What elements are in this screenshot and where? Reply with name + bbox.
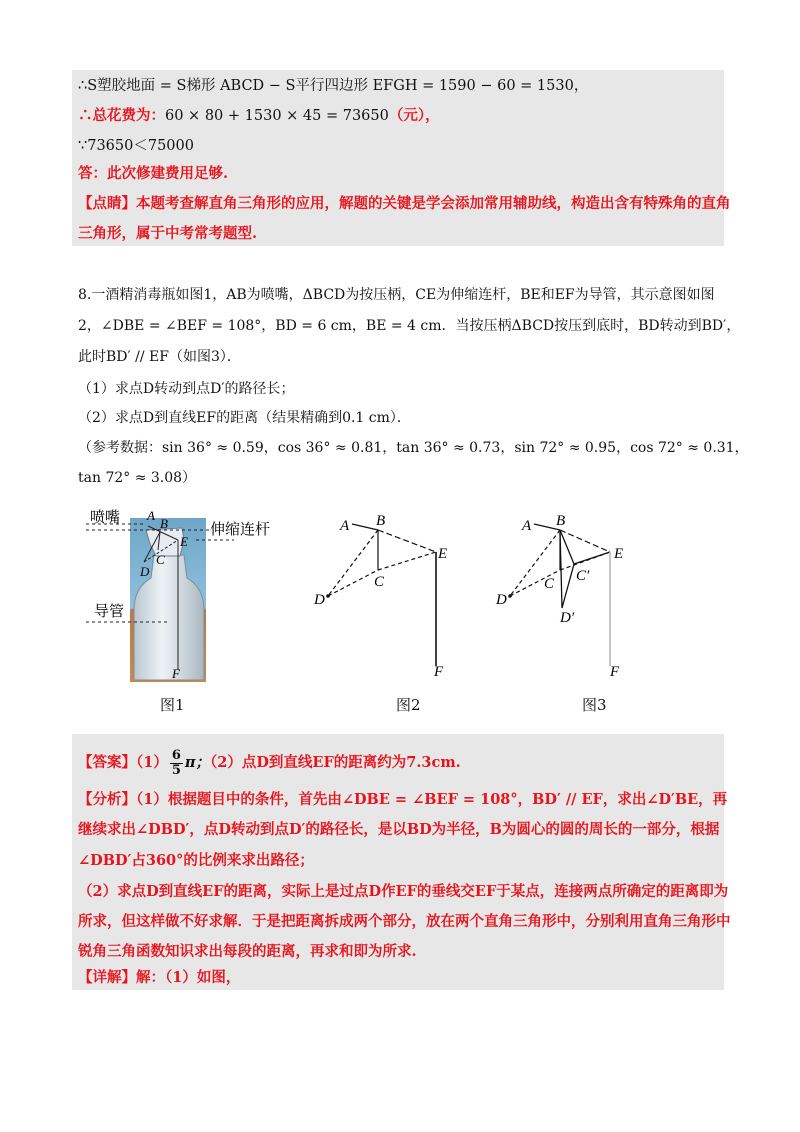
answer-prefix: 【答案】（1） <box>78 754 168 771</box>
question-line: 2，∠DBE = ∠BEF = 108°，BD = 6 cm，BE = 4 cm．当按压柄ΔBCD按压到底时，BD转动到BD′， <box>78 318 741 334</box>
answer-line <box>78 744 461 782</box>
label-nozzle: 喷嘴 <box>90 510 121 526</box>
detail-line: 【详解】解：（1）如图， <box>78 969 241 986</box>
label-A: A <box>522 518 532 534</box>
figure-1-caption: 图1 <box>160 696 185 714</box>
text-line <box>78 106 440 126</box>
analysis-line: （2）求点D到直线EF的距离，实际上是过点D作EF的垂线交EF于某点，连接两点所确定的距离即为 <box>78 883 729 900</box>
label-D: D <box>496 592 507 608</box>
label-E: E <box>180 534 188 549</box>
analysis-line: 继续求出∠DBD′，点D转动到点D′的路径长，是以BD为半径，B为圆心的圆的周长的一部分，根据 <box>78 821 720 838</box>
fraction-denominator: 5 <box>171 762 181 778</box>
solution-block-top <box>72 70 724 246</box>
question-line: （参考数据：sin 36° ≈ 0.59，cos 36° ≈ 0.81，tan 36° ≈ 0.73，sin 72° ≈ 0.95，cos 72° ≈ 0.31， <box>78 440 749 456</box>
math: 60 × 80 + 1530 × 45 = 73650 <box>165 108 389 124</box>
label-B: B <box>376 513 386 529</box>
unit: （元）， <box>388 107 440 124</box>
label-F: F <box>610 664 620 680</box>
label-A: A <box>340 518 350 534</box>
answer-rest: （2）点D到直线EF的距离约为7.3cm. <box>210 754 461 771</box>
label-F: F <box>172 666 180 681</box>
label-rod: 伸缩连杆 <box>210 522 271 538</box>
remark-line: 【点睛】本题考查解直角三角形的应用，解题的关键是学会添加常用辅助线，构造出含有特殊角的直角 <box>78 195 731 212</box>
label-D-prime: D′ <box>560 610 575 626</box>
remark-line: 三角形，属于中考常考题型. <box>78 225 258 242</box>
question-line: 此时BD′ // EF（如图3）． <box>78 349 241 365</box>
label-C: C <box>544 576 555 592</box>
answer-fraction <box>170 749 183 778</box>
figure-3 <box>492 508 652 688</box>
label-E: E <box>614 546 624 562</box>
figure-2 <box>310 508 470 688</box>
label-E: E <box>438 546 448 562</box>
figure-3-caption: 图3 <box>582 696 607 714</box>
question-line: （2）求点D到直线EF的距离（结果精确到0.1 cm）． <box>78 410 411 426</box>
text-line: ∵73650＜75000 <box>78 138 194 154</box>
question-line: （1）求点D转动到点D′的路径长； <box>78 381 295 397</box>
label-C-prime: C′ <box>576 568 590 584</box>
label-D: D <box>140 564 150 579</box>
analysis-line: 【分析】（1）根据题目中的条件，首先由∠DBE = ∠BEF = 108°，BD′ // EF，求出∠D′BE，再 <box>78 791 728 808</box>
figure-2-caption: 图2 <box>396 696 421 714</box>
answer-pi: π； <box>184 754 211 771</box>
label-B: B <box>556 513 566 529</box>
text-line: ∴S塑胶地面 = S梯形 ABCD − S平行四边形 EFGH = 1590 − 60 = 1530， <box>78 78 589 94</box>
label-F: F <box>434 664 444 680</box>
label-tube: 导管 <box>94 604 125 620</box>
analysis-line: 锐角三角函数知识求出每段的距离，再求和即为所求. <box>78 943 417 960</box>
label-B: B <box>160 516 168 531</box>
question-line: tan 72° ≈ 3.08） <box>78 470 197 486</box>
label-A: A <box>147 508 155 523</box>
analysis-line: ∠DBD′占360°的比例来求出路径； <box>78 852 314 869</box>
figure-1 <box>84 500 284 690</box>
answer-line: 答：此次修建费用足够. <box>78 165 229 182</box>
question-line: 8.一酒精消毒瓶如图1，AB为喷嘴，ΔBCD为按压柄，CE为伸缩连杆，BE和EF为导管，其示意图如图 <box>78 287 715 303</box>
label: ∴总花费为： <box>78 107 165 124</box>
label-D: D <box>314 592 325 608</box>
label-C: C <box>374 574 385 590</box>
fraction-numerator: 6 <box>171 747 181 763</box>
analysis-line: 所求，但这样做不好求解．于是把距离拆成两个部分，放在两个直角三角形中，分别利用直角三角形中 <box>78 913 731 930</box>
label-C: C <box>156 552 165 567</box>
